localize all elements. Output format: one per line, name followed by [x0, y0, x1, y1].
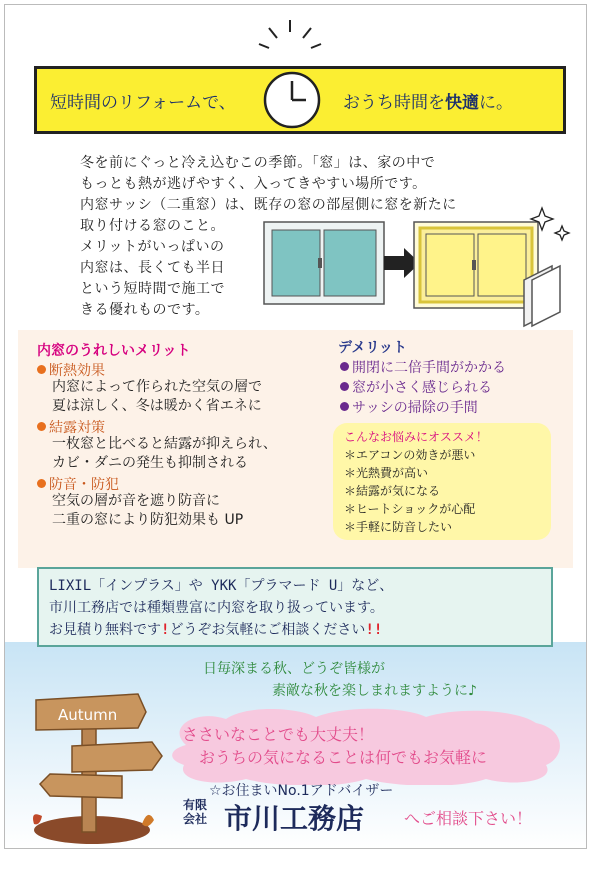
intro-text-2 [80, 237, 225, 321]
advisor-tagline: ☆お住まいNo.1アドバイザー [209, 783, 394, 799]
merit-desc-line: 夏は涼しく、冬は暖かく省エネに [52, 398, 262, 414]
demerit-item [340, 397, 478, 417]
merits-title: 内窓のうれしいメリット [37, 343, 191, 359]
clock-icon [262, 70, 322, 130]
bullet-dot-icon [37, 365, 46, 374]
merit-desc-line: カビ・ダニの発生も抑制される [52, 455, 248, 471]
exclamation-marks: !! [365, 622, 383, 638]
recommend-title: こんなお悩みにオススメ！ [344, 430, 488, 444]
autumn-message-2: 素敵な秋を楽しまれますように♪ [272, 683, 477, 699]
intro-line: メリットがいっぱいの [80, 239, 225, 255]
cloud-message-1: ささいなことでも大丈夫！ [182, 725, 375, 744]
intro-line: 取り付ける窓のこと。 [80, 218, 225, 234]
autumn-signpost-illustration [22, 684, 172, 846]
recommend-item: ＊ヒートショックが心配 [344, 502, 476, 516]
sign-text: Autumn [58, 706, 118, 724]
merit-desc [52, 378, 262, 416]
merit-desc-line: 二重の窓により防犯効果も UP [52, 512, 244, 528]
bullet-dot-icon [340, 362, 349, 371]
sign-board-middle [72, 742, 162, 772]
brand-line-3b: どうぞお気軽にご相談ください [169, 622, 366, 638]
bullet-dot-icon [340, 382, 349, 391]
merit-item [37, 474, 119, 494]
intro-line: という短時間で施工で [80, 281, 225, 297]
demerit-item [340, 357, 506, 377]
recommend-item: ＊エアコンの効きが悪い [344, 448, 476, 462]
merit-desc-line: 内窓によって作られた空気の層で [52, 379, 262, 395]
merit-label: 断熱効果 [49, 363, 105, 379]
intro-line: 内窓サッシ（二重窓）は、既存の窓の部屋側に窓を新たに [80, 197, 457, 213]
sign-board-bottom [40, 774, 122, 798]
intro-line: きる優れものです。 [80, 302, 210, 318]
bullet-dot-icon [340, 402, 349, 411]
company-type-line: 会社 [183, 812, 208, 826]
double-window-icon [414, 222, 560, 326]
consult-text: へご相談下さい！ [404, 809, 533, 828]
merit-desc [52, 492, 243, 530]
demerit-label: サッシの掃除の手間 [352, 400, 478, 416]
header-right-prefix: おうち時間を [343, 93, 445, 113]
brand-line-3 [49, 619, 382, 639]
header-right-text [343, 88, 513, 113]
window-illustration [262, 200, 580, 328]
exclamation-mark: ! [161, 622, 170, 638]
company-type-label [183, 798, 207, 826]
demerit-label: 開閉に二倍手間がかかる [352, 360, 506, 376]
merit-desc [52, 435, 277, 473]
demerits-title: デメリット [338, 340, 407, 356]
company-type-line: 有限 [183, 798, 208, 812]
leaf-icon [33, 814, 42, 824]
cloud-message-2: おうちの気になることは何でもお気軽に [199, 748, 488, 767]
company-name: 市川工務店 [224, 802, 365, 835]
leaf-icon [142, 815, 154, 826]
merit-item [37, 360, 105, 380]
brand-line-3a: お見積り無料です [49, 622, 161, 638]
merit-desc-line: 一枚窓と比べると結露が抑えられ、 [52, 436, 277, 452]
demerit-item [340, 377, 492, 397]
autumn-message-1: 日毎深まる秋、どうぞ皆様が [203, 661, 385, 677]
merit-label: 防音・防犯 [49, 477, 119, 493]
brand-line-1: LIXIL「インプラス」や YKK「プラマード U」など、 [49, 578, 394, 594]
intro-line: 冬を前にぐっと冷え込むこの季節。「窓」は、家の中で [80, 155, 436, 171]
single-window-icon [264, 222, 384, 304]
bullet-dot-icon [37, 479, 46, 488]
recommend-item: ＊手軽に防音したい [344, 520, 453, 534]
recommend-item: ＊光熱費が高い [344, 466, 429, 480]
header-left-text: 短時間のリフォームで、 [50, 93, 236, 113]
intro-line: もっとも熱が逃げやすく、入ってきやすい場所です。 [80, 176, 427, 192]
merit-desc-line: 空気の層が音を遮り防音に [52, 493, 220, 509]
demerit-label: 窓が小さく感じられる [352, 380, 492, 396]
recommend-item: ＊結露が気になる [344, 484, 441, 498]
intro-line: 内窓は、長くても半日 [80, 260, 225, 276]
header-right-bold: 快適 [445, 93, 479, 113]
header-right-suffix: に。 [479, 93, 513, 113]
bullet-dot-icon [37, 422, 46, 431]
merit-label: 結露対策 [49, 420, 105, 436]
sun-rays-icon [255, 18, 325, 58]
brand-line-2: 市川工務店では種類豊富に内窓を取り扱っています。 [49, 600, 384, 616]
merit-item [37, 417, 105, 437]
